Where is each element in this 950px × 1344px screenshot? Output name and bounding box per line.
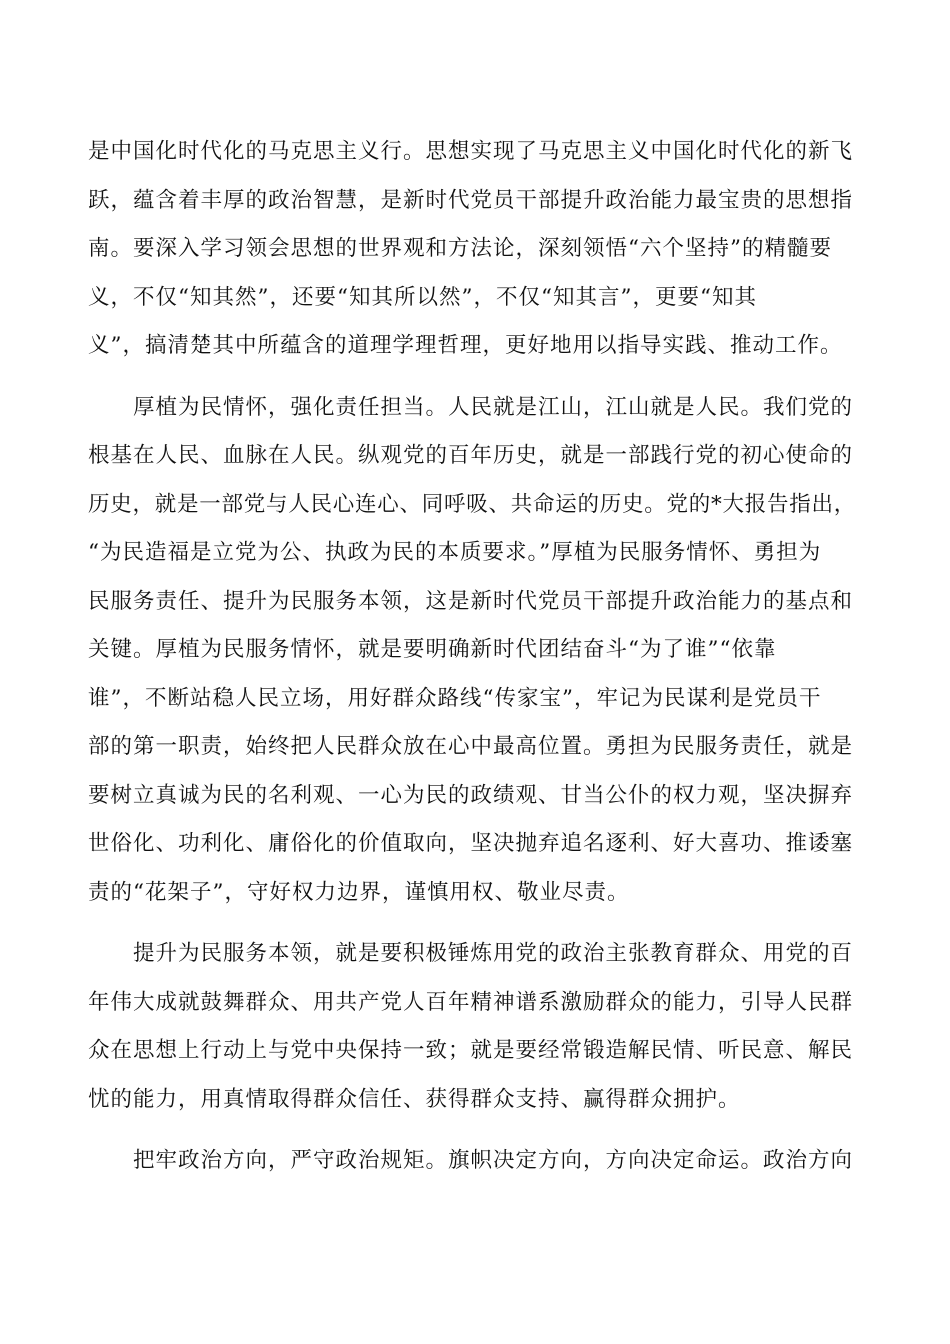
paragraph-4 <box>88 1137 863 1186</box>
paragraph-2 <box>88 384 863 918</box>
text-line: 根基在人民、血脉在人民。纵观党的百年历史，就是一部践行党的初心使命的 <box>88 443 854 468</box>
text-line: 世俗化、功利化、庸俗化的价值取向，坚决抛弃追名逐利、好大喜功、推诿塞 <box>88 831 854 856</box>
text-line: 义，不仅“知其然”，还要“知其所以然”，不仅“知其言”，更要“知其 <box>88 284 757 310</box>
text-line: 关键。厚植为民服务情怀，就是要明确新时代团结奋斗“为了谁”“依靠 <box>88 637 777 662</box>
text-line: 责的“花架子”，守好权力边界，谨慎用权、敬业尽责。 <box>88 879 630 905</box>
paragraph-3 <box>88 930 863 1124</box>
text-line: 是中国化时代化的马克思主义行。思想实现了马克思主义中国化时代化的新飞 <box>88 139 854 164</box>
text-line: 把牢政治方向，严守政治规矩。旗帜决定方向，方向决定命运。政治方向 <box>133 1148 854 1173</box>
text-line: 南。要深入学习领会思想的世界观和方法论，深刻领悟“六个坚持”的精髓要 <box>88 236 832 261</box>
text-line: 厚植为民情怀，强化责任担当。人民就是江山，江山就是人民。我们党的 <box>133 394 854 420</box>
text-line: 要树立真诚为民的名利观、一心为民的政绩观、甘当公仆的权力观，坚决摒弃 <box>88 782 854 808</box>
text-line: 民服务责任、提升为民服务本领，这是新时代党员干部提升政治能力的基点和 <box>88 588 854 614</box>
text-line: 义”，搞清楚其中所蕴含的道理学理哲理，更好地用以指导实践、推动工作。 <box>88 333 843 358</box>
text-line: “为民造福是立党为公、执政为民的本质要求。”厚植为民服务情怀、勇担为 <box>88 540 822 565</box>
text-line: 年伟大成就鼓舞群众、用共产党人百年精神谱系激励群众的能力，引导人民群 <box>88 989 854 1015</box>
text-line: 部的第一职责，始终把人民群众放在心中最高位置。勇担为民服务责任，就是 <box>88 734 854 759</box>
document-body <box>88 128 863 1186</box>
text-line: 历史，就是一部党与人民心连心、同呼吸、共命运的历史。党的*大报告指出， <box>88 491 857 517</box>
text-line: 众在思想上行动上与党中央保持一致；就是要经常锻造解民情、听民意、解民 <box>88 1038 854 1063</box>
text-line: 跃，蕴含着丰厚的政治智慧，是新时代党员干部提升政治能力最宝贵的思想指 <box>88 187 854 213</box>
paragraph-1 <box>88 128 863 371</box>
text-line: 忧的能力，用真情取得群众信任、获得群众支持、赢得群众拥护。 <box>88 1086 741 1112</box>
text-line: 谁”，不断站稳人民立场，用好群众路线“传家宝”，牢记为民谋利是党员干 <box>88 685 822 711</box>
text-line: 提升为民服务本领，就是要积极锤炼用党的政治主张教育群众、用党的百 <box>133 941 854 966</box>
